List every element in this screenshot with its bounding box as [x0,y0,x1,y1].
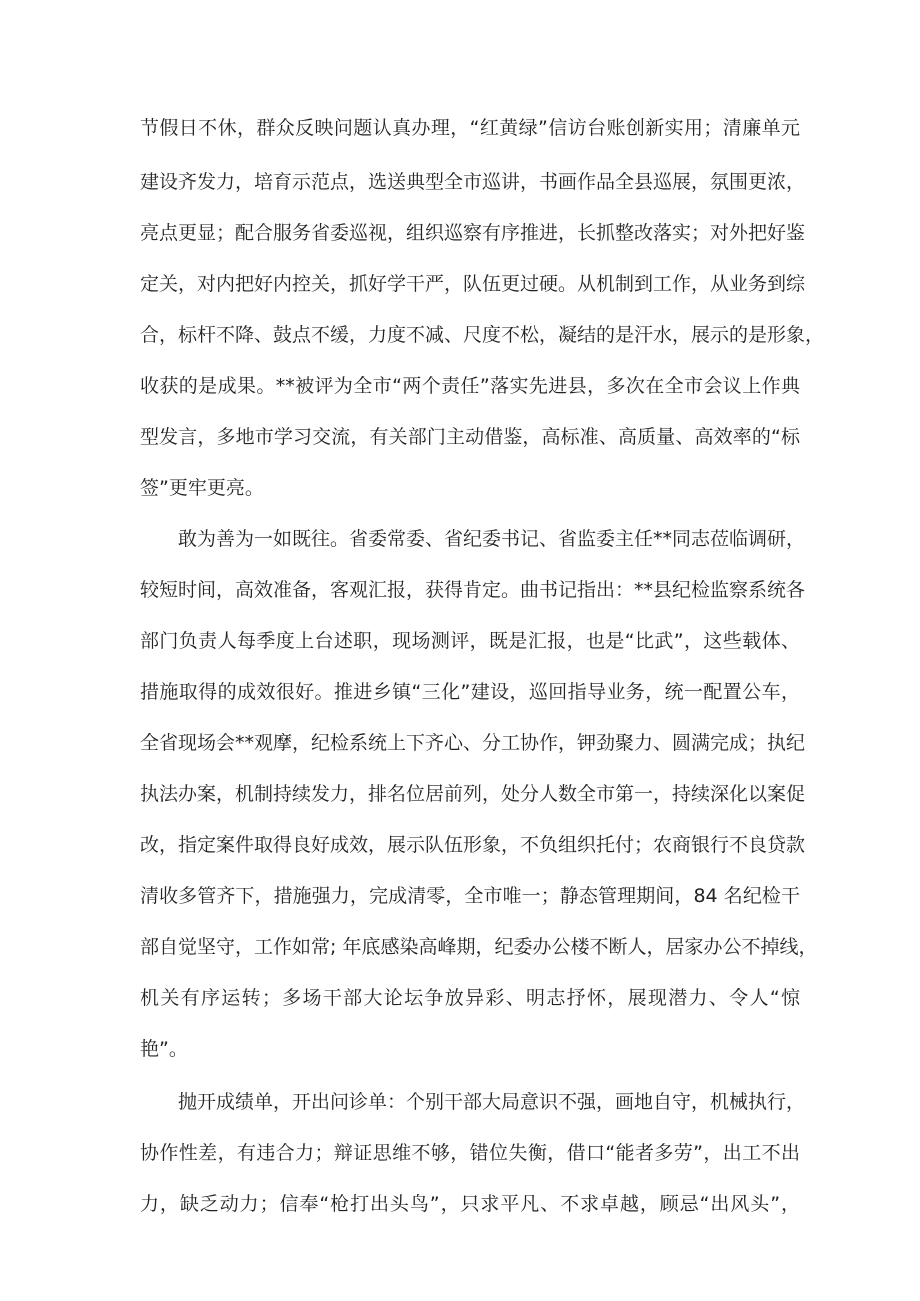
paragraph-1-line-8: 签”更牢更亮。 [140,477,264,499]
paragraph-1-line-6: 收获的是成果。**被评为全市“两个责任”落实先进县，多次在全市会议上作典 [140,375,800,397]
paragraph-2-line-4: 措施取得的成效很好。推进乡镇“三化”建设，巡回指导业务，统一配置公车， [140,681,800,703]
paragraph-3-line-2: 协作性差，有违合力；辩证思维不够，错位失衡，借口“能者多劳”，出工不出 [140,1142,800,1164]
paragraph-2-line-1: 敢为善为一如既往。省委常委、省纪委书记、省监委主任**同志莅临调研， [178,528,806,550]
paragraph-1-line-7: 型发言，多地市学习交流，有关部门主动借鉴，高标准、高质量、高效率的“标 [140,426,800,448]
paragraph-2-line-11: 艳”。 [140,1038,188,1060]
paragraph-2-line-5: 全省现场会**观摩，纪检系统上下齐心、分工协作，钾劲聚力、圆满完成；执纪 [140,732,806,754]
paragraph-2-line-2: 较短时间，高效准备，客观汇报，获得肯定。曲书记指出：**县纪检监察系统各 [140,579,806,601]
paragraph-2-line-7: 改，指定案件取得良好成效，展示队伍形象，不负组织托付；农商银行不良贷款 [140,834,806,856]
paragraph-2-line-3: 部门负责人每季度上台述职，现场测评，既是汇报，也是“比武”，这些载体、 [140,630,800,652]
paragraph-1-line-4: 定关，对内把好内控关，抓好学干严，队伍更过硬。从机制到工作，从业务到综 [140,273,806,295]
paragraph-1-line-2: 建设齐发力，培育示范点，选送典型全市巡讲，书画作品全县巡展，氛围更浓， [140,171,806,193]
paragraph-3-line-3: 力，缺乏动力；信奉“枪打出头鸟”，只求平凡、不求卓越，顾忌“出风头”， [140,1193,800,1215]
paragraph-2-line-8: 清收多管齐下，措施强力，完成清零，全市唯一；静态管理期间，84 名纪检干 [140,885,800,907]
paragraph-2-line-10: 机关有序运转；多场干部大论坛争放异彩、明志抒怀，展现潜力、令人“惊 [140,987,800,1009]
paragraph-1-line-5: 合，标杆不降、鼓点不缓，力度不减、尺度不松，凝结的是汗水，展示的是形象， [140,324,825,346]
paragraph-3-line-1: 抛开成绩单，开出问诊单：个别干部大局意识不强，画地自守，机械执行， [178,1091,806,1113]
paragraph-1-line-3: 亮点更显；配合服务省委巡视，组织巡察有序推进，长抓整改落实；对外把好鉴 [140,222,806,244]
paragraph-2-line-9: 部自觉坚守，工作如常; 年底感染高峰期，纪委办公楼不断人，居家办公不掉线， [140,936,818,958]
paragraph-1-line-1: 节假日不休，群众反映问题认真办理，“红黄绿”信访台账创新实用；清廉单元 [140,117,800,139]
paragraph-2-line-6: 执法办案，机制持续发力，排名位居前列，处分人数全市第一，持续深化以案促 [140,783,806,805]
